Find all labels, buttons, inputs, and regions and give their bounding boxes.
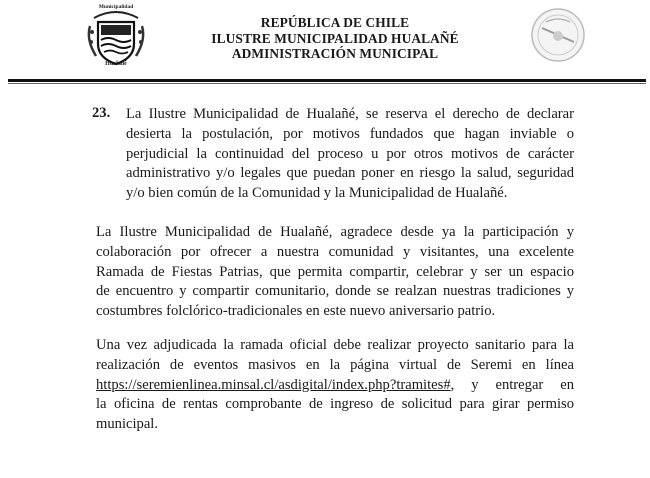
header-municipality: ILUSTRE MUNICIPALIDAD HUALAÑÉ (211, 30, 459, 46)
clause-23-text (126, 105, 574, 204)
text-line: y/o bien común de la Comunidad y la Municipalidad de Hualañé. (126, 185, 508, 202)
text-line: la oficina de rentas comprobante de ingreso de solicitud para girar permiso (96, 396, 574, 413)
header-country: REPÚBLICA DE CHILE (260, 15, 410, 30)
seremi-link[interactable]: https://seremienlinea.minsal.cl/asdigital/index.php?tramites# (96, 376, 451, 393)
header-department: ADMINISTRACIÓN MUNICIPAL (231, 46, 439, 61)
text-line: municipal. (96, 416, 159, 433)
text-line: de encuentro y compartir comunitario, donde se realzan nuestras tradiciones y (96, 283, 574, 300)
logo-top-text: Municipalidad (98, 4, 134, 10)
official-seal-icon (528, 6, 588, 64)
text-line: perjudicial la continuidad del proceso u por otros motivos de carácter (126, 145, 574, 162)
text-line: colaboración por ofrecer a nuestra comunidad y visitantes, una excelente (96, 243, 574, 260)
text-line: La Ilustre Municipalidad de Hualañé, agradece desde ya la participación y (96, 224, 574, 240)
text-line: realización de eventos masivos en la página virtual de Seremi en línea (96, 356, 574, 373)
text-line-with-link (96, 376, 574, 396)
sanitary-project-paragraph (96, 336, 574, 435)
text-line: administrativo y/o legales que puedan poner en riesgo la salud, seguridad (126, 165, 574, 182)
header-divider-thin (8, 83, 646, 84)
text-line: Una vez adjudicada la ramada oficial debe realizar proyecto sanitario para la (96, 337, 574, 353)
text-line: Ramada de Fiestas Patrias, que permita compartir, celebrar y ser un espacio (96, 263, 574, 280)
header-divider (8, 79, 646, 82)
acknowledgement-paragraph (96, 223, 574, 322)
clause-number: 23. (92, 105, 111, 121)
text-line: La Ilustre Municipalidad de Hualañé, se reserva el derecho de declarar (126, 106, 574, 122)
document-header (190, 15, 480, 62)
text-line: costumbres folclórico-tradicionales en este nuevo aniversario patrio. (96, 303, 496, 320)
logo-caption: Hualañé (105, 61, 127, 67)
text-fragment: , y entregar en (450, 376, 574, 393)
text-line: desierta la postulación, por motivos fundados que hagan inviable o (126, 125, 574, 142)
